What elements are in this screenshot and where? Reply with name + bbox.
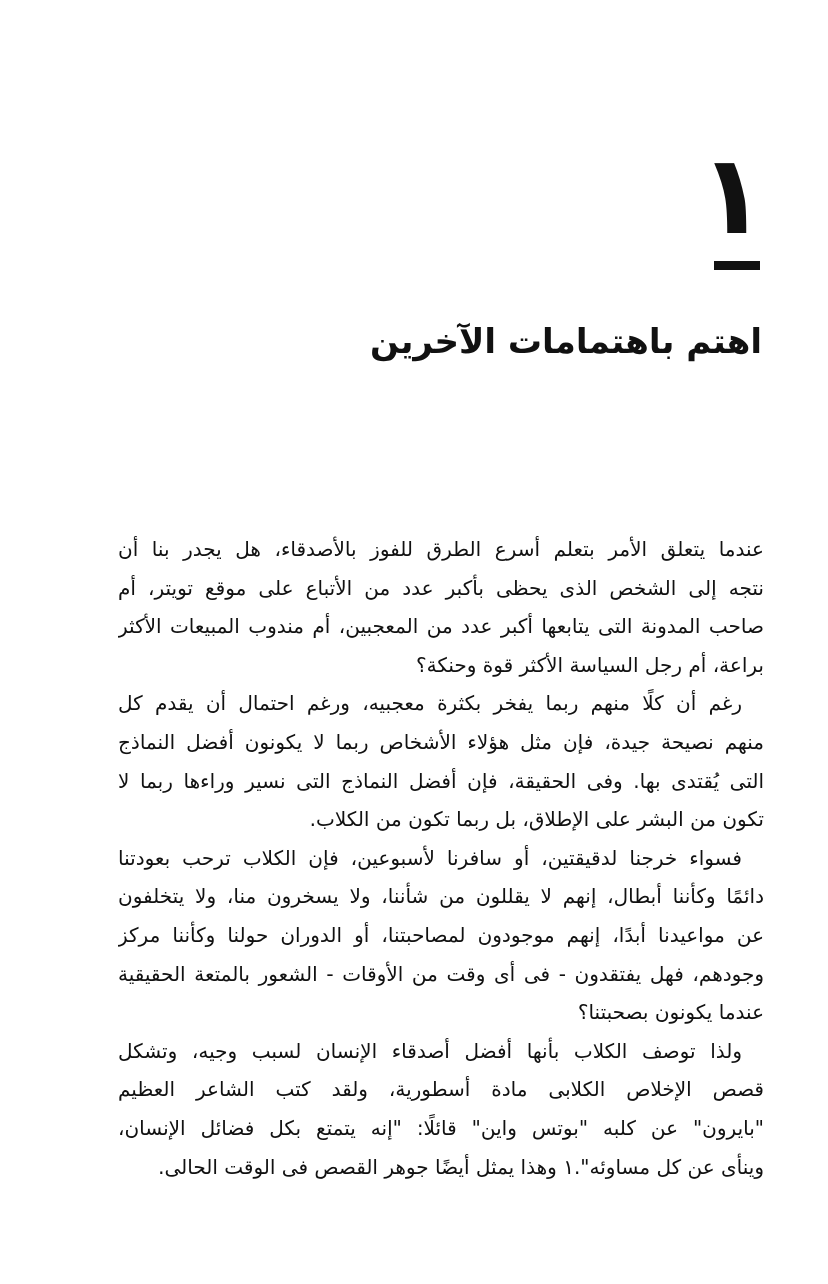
text-line: نتجه إلى الشخص الذى يحظى بأكبر عدد من الأتباع على موقع تويتر، أم: [118, 575, 764, 600]
paragraph: [118, 684, 764, 838]
paragraph: [118, 839, 764, 1032]
chapter-title: اهتم باهتمامات الآخرين: [370, 322, 762, 362]
text-line: صاحب المدونة التى يتابعها أكبر عدد من المعجبين، أم مندوب المبيعات الأكثر: [118, 614, 764, 639]
paragraph: [118, 1032, 764, 1186]
text-line: رغم أن كلًا منهم ربما يفخر بكثرة معجبيه، ورغم احتمال أن يقدم كل: [118, 691, 742, 716]
text-line: عندما يكونون بصحبتنا؟: [577, 1000, 764, 1025]
text-line: منهم نصيحة جيدة، فإن مثل هؤلاء الأشخاص ربما لا يكونون أفضل النماذج: [118, 729, 764, 754]
text-line: وجودهم، فهل يفتقدون - فى أى وقت من الأوقات - الشعور بالمتعة الحقيقية: [118, 961, 764, 986]
text-line: دائمًا وكأننا أبطال، إنهم لا يقللون من شأننا، ولا يسخرون منا، ولا يتخلفون: [118, 884, 764, 909]
text-line: ولذا توصف الكلاب بأنها أفضل أصدقاء الإنسان لسبب وجيه، وتشكل: [118, 1038, 742, 1063]
chapter-number: ١: [698, 131, 766, 259]
chapter-body: [118, 530, 764, 1186]
text-line: "بايرون" عن كلبه "بوتس واين" قائلًا: "إنه يتمتع بكل فضائل الإنسان،: [118, 1115, 764, 1140]
text-line: عندما يتعلق الأمر بتعلم أسرع الطرق للفوز بالأصدقاء، هل يجدر بنا أن: [118, 537, 764, 561]
text-line: براعة، أم رجل السياسة الأكثر قوة وحنكة؟: [416, 652, 764, 677]
text-line: وينأى عن كل مساوئه".١ وهذا يمثل أيضًا جوهر القصص فى الوقت الحالى.: [158, 1154, 764, 1179]
text-line: قصص الإخلاص الكلابى مادة أسطورية، ولقد كتب الشاعر العظيم: [118, 1077, 764, 1102]
chapter-divider: [714, 261, 760, 270]
paragraph: [118, 530, 764, 684]
text-line: التى يُقتدى بها. وفى الحقيقة، فإن أفضل النماذج التى نسير وراءها ربما لا: [118, 768, 764, 793]
text-line: تكون من البشر على الإطلاق، بل ربما تكون من الكلاب.: [309, 807, 764, 832]
text-line: فسواء خرجنا لدقيقتين، أو سافرنا لأسبوعين، فإن الكلاب ترحب بعودتنا: [118, 845, 742, 870]
text-line: عن مواعيدنا أبدًا، إنهم موجودون لمصاحبتنا، أو الدوران حولنا وكأننا مركز: [118, 922, 764, 947]
